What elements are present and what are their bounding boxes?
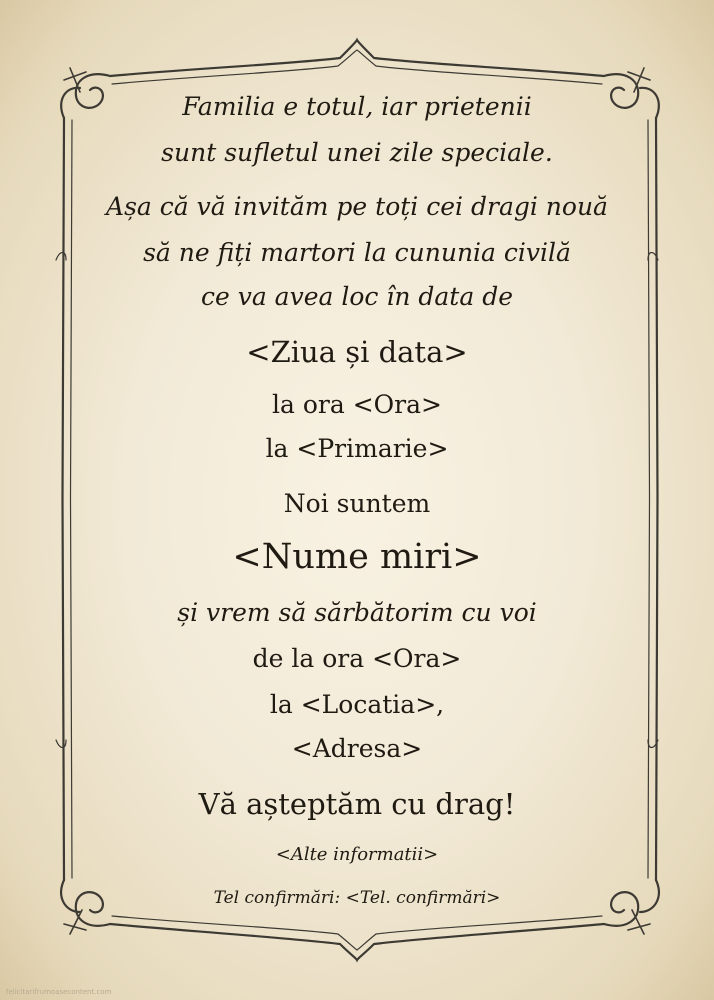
rsvp-line: Tel confirmări: <Tel. confirmări> xyxy=(213,888,501,908)
invite-line-3: ce va avea loc în data de xyxy=(200,282,514,311)
couple-names: <Nume miri> xyxy=(232,537,482,577)
date-placeholder: <Ziua și data> xyxy=(246,335,468,369)
closing-line: Vă așteptăm cu drag! xyxy=(198,787,516,821)
location-line: la <Locatia>, xyxy=(269,690,445,719)
watermark-credit: felicitarifrumoasecontent.com xyxy=(6,988,112,996)
address-line: <Adresa> xyxy=(291,734,423,763)
celebrate-line-1: și vrem să sărbătorim cu voi xyxy=(177,598,537,627)
other-info: <Alte informatii> xyxy=(275,844,439,865)
time-line: la ora <Ora> xyxy=(272,390,442,419)
we-are-line: Noi suntem xyxy=(283,489,431,518)
place-line: la <Primarie> xyxy=(265,434,449,463)
intro-line-2: sunt sufletul unei zile speciale. xyxy=(161,138,553,167)
invite-line-2: să ne fiți martori la cununia civilă xyxy=(143,238,571,267)
celebrate-line-2: de la ora <Ora> xyxy=(252,644,462,673)
intro-line-1: Familia e totul, iar prietenii xyxy=(182,92,532,121)
invite-line-1: Așa că vă invităm pe toți cei dragi nouă xyxy=(106,192,608,221)
